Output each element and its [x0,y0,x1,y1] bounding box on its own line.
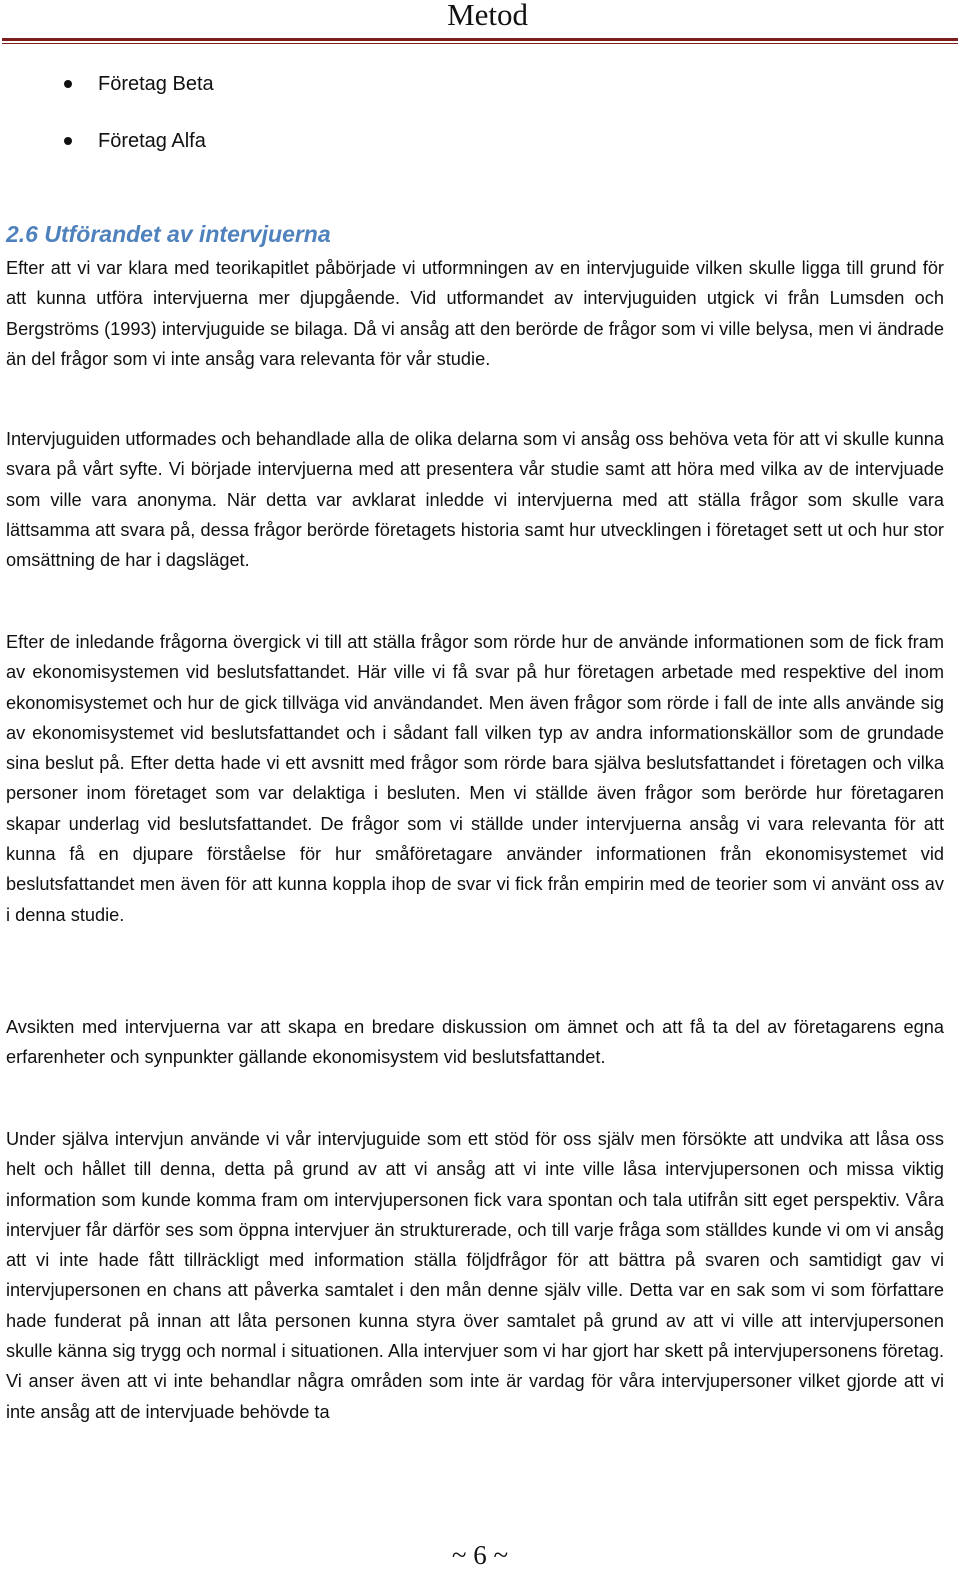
running-header-title: Metod [447,0,528,32]
paragraph: Avsikten med intervjuerna var att skapa en bredare diskussion om ämnet och att få ta del av företagarens egna erfarenheter och synpunkter gällande ekonomisystem vid beslutsfattandet. [6,1017,944,1068]
list-item [58,123,214,180]
header-rule [2,38,958,41]
bullet-icon [64,137,72,145]
section-heading: 2.6 Utförandet av intervjuerna [6,221,331,247]
list-item [58,66,214,123]
list-item-label: Företag Alfa [98,130,206,152]
paragraph: Under själva intervjun använde vi vår intervjuguide som ett stöd för oss själv men försökte att undvika att låsa oss helt och hållet till denna, detta på grund av att vi ansåg att vi inte ville låsa intervjupersonen och missa viktig information som kunde komma fram om intervjupersonen fick vara spontan och tala utifrån sitt eget perspektiv. Våra intervjuer får därför ses som öppna intervjuer än strukturerade, och till varje fråga som ställdes kunde vi om vi ansåg att vi inte hade fått tillräckligt med information ställa följdfrågor för att bättra på svaren och samtidigt gav vi intervjupersonen en chans att påverka samtalet i den mån denne själv ville. Detta var en sak som vi som författare hade funderat på innan att låta personen kunna styra över samtalet på grund av att vi ville att intervjupersonen skulle känna sig trygg och normal i situationen. Alla intervjuer som vi har gjort har skett på intervjupersonens företag. Vi anser även att vi inte behandlar några områden som inte är vardag för våra intervjupersoner vilket gjorde att vi inte ansåg att de intervjuade behövde ta [6,1129,944,1422]
paragraph: Efter att vi var klara med teorikapitlet påbörjade vi utformningen av en intervjuguide vilken skulle ligga till grund för att kunna utföra intervjuerna mer djupgående. Vid utformandet av intervjuguiden utgick vi från Lumsden och Bergströms (1993) intervjuguide se bilaga. Då vi ansåg att den berörde de frågor som vi ville belysa, men vi ändrade än del frågor som vi inte ansåg vara relevanta för vår studie. [6,258,944,369]
paragraph: Efter de inledande frågorna övergick vi till att ställa frågor som rörde hur de använde informationen som de fick fram av ekonomisystemen vid beslutsfattandet. Här ville vi få svar på hur företagen arbetade med respektive del inom ekonomisystemet och hur de gick tillväga vid användandet. Men även frågor som rörde i fall de inte alls använde sig av ekonomisystemet vid beslutsfattandet och i sådant fall vilken typ av andra informationskällor som de grundade sina beslut på. Efter detta hade vi ett avsnitt med frågor som rörde bara själva beslutsfattandet i företagen och vilka personer inom företaget som var delaktiga i besluten. Men vi ställde även frågor som berörde hur företagaren skapar underlag vid beslutsfattandet. De frågor som vi ställde under intervjuerna ansåg vi vara relevanta för att kunna få en djupare förståelse för hur småföretagare använder informationen från ekonomisystemet vid beslutsfattandet men även för att kunna koppla ihop de svar vi fick från empirin med de teorier som vi använt oss av i denna studie. [6,632,944,925]
company-list [58,66,214,180]
bullet-icon [64,80,72,88]
paragraph: Intervjuguiden utformades och behandlade alla de olika delarna som vi ansåg oss behöva veta för att vi skulle kunna svara på vårt syfte. Vi började intervjuerna med att presentera vår studie samt att höra med vilka av de intervjuade som ville vara anonyma. När detta var avklarat inledde vi intervjuerna med att ställa frågor som skulle vara lättsamma att svara på, dessa frågor berörde företagets historia samt hur utvecklingen i företaget sett ut och hur stor omsättning de har i dagsläget. [6,429,944,571]
page-number: ~ 6 ~ [451,1540,509,1570]
list-item-label: Företag Beta [98,73,214,95]
